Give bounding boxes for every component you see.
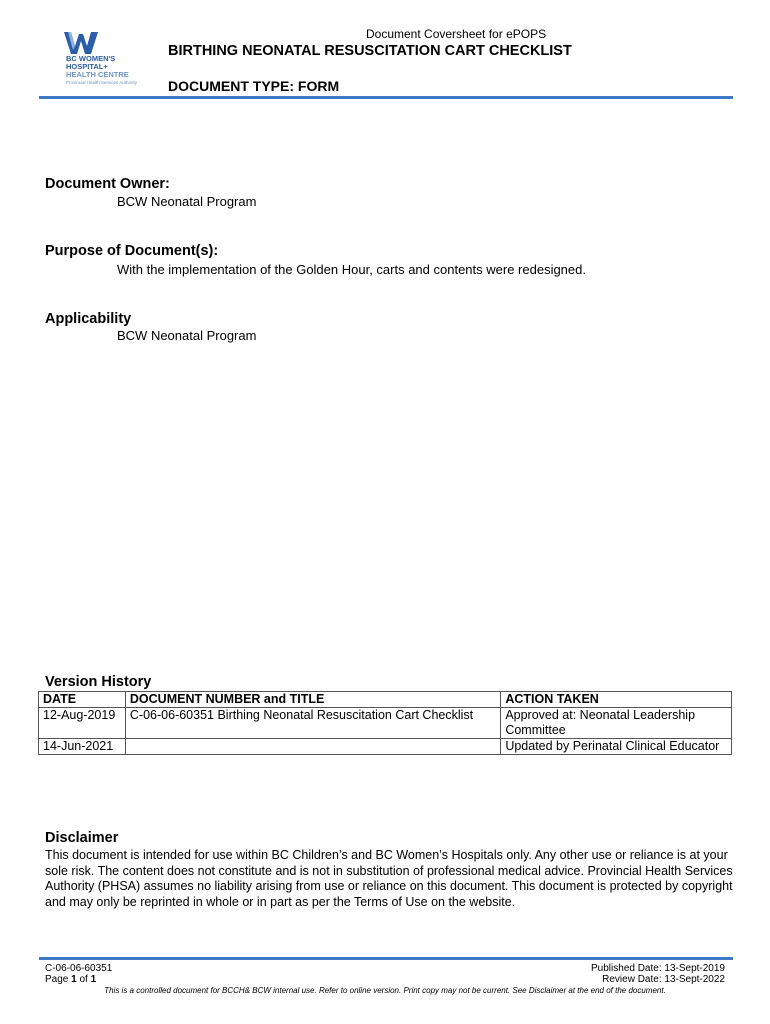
footer-page-indicator <box>45 974 96 985</box>
logo-text-line1: BC WOMEN'S <box>66 54 116 63</box>
header-divider <box>39 96 733 99</box>
purpose-heading: Purpose of Document(s): <box>45 243 219 259</box>
page-of: of <box>76 974 91 985</box>
page-total: 1 <box>90 974 97 985</box>
page-prefix: Page <box>45 974 72 985</box>
cell-date: 12-Aug-2019 <box>39 708 126 739</box>
cell-action: Updated by Perinatal Clinical Educator <box>501 739 732 755</box>
page-number: 1 <box>71 974 77 985</box>
footer-control-note: This is a controlled document for BCCH& BCW internal use. Refer to online version. Print copy may not be current. See Disclaimer at the end of the document. <box>104 986 666 995</box>
table-header-row <box>39 692 732 708</box>
cell-document <box>125 739 500 755</box>
table-row <box>39 708 732 739</box>
column-header-document: DOCUMENT NUMBER and TITLE <box>125 692 500 708</box>
bcw-logo <box>62 30 172 94</box>
owner-heading: Document Owner: <box>45 176 170 192</box>
cell-date: 14-Jun-2021 <box>39 739 126 755</box>
version-history-table <box>38 691 732 755</box>
document-type: DOCUMENT TYPE: FORM <box>168 78 340 94</box>
w-logo-icon <box>64 32 98 54</box>
disclaimer-heading: Disclaimer <box>45 830 119 846</box>
footer-published-date: Published Date: 13-Sept-2019 <box>591 963 725 974</box>
logo-text-line4: Provincial Health Services Authority <box>66 80 138 85</box>
version-history-heading: Version History <box>45 674 152 690</box>
footer-review-date: Review Date: 13-Sept-2022 <box>602 974 725 985</box>
disclaimer-text: This document is intended for use within BC Children’s and BC Women’s Hospitals only. Any other use or reliance is at your sole risk. The content does not constitute and is not in substitution of professional medical advice. Provincial Health Services Authority (PHSA) assumes no liability arising from use or reliance on this document. This document is protected by copyright and may only be reprinted in whole or in part as per the Terms of Use on the website. <box>45 848 733 909</box>
logo-text-line2: HOSPITAL+ <box>66 62 108 71</box>
column-header-date: DATE <box>39 692 126 708</box>
applicability-heading: Applicability <box>45 311 132 327</box>
cell-document: C-06-06-60351 Birthing Neonatal Resuscitation Cart Checklist <box>125 708 500 739</box>
footer-doc-number: C-06-06-60351 <box>45 963 113 974</box>
table-row <box>39 739 732 755</box>
owner-value: BCW Neonatal Program <box>117 194 257 209</box>
document-title: BIRTHING NEONATAL RESUSCITATION CART CHECKLIST <box>168 43 572 59</box>
cell-action: Approved at: Neonatal Leadership Committee <box>501 708 732 739</box>
logo-text-line3: HEALTH CENTRE <box>66 70 129 79</box>
applicability-value: BCW Neonatal Program <box>117 328 257 343</box>
purpose-value: With the implementation of the Golden Hour, carts and contents were redesigned. <box>117 262 586 277</box>
coversheet-subtitle: Document Coversheet for ePOPS <box>366 27 547 41</box>
footer-divider <box>39 957 733 960</box>
column-header-action: ACTION TAKEN <box>501 692 732 708</box>
